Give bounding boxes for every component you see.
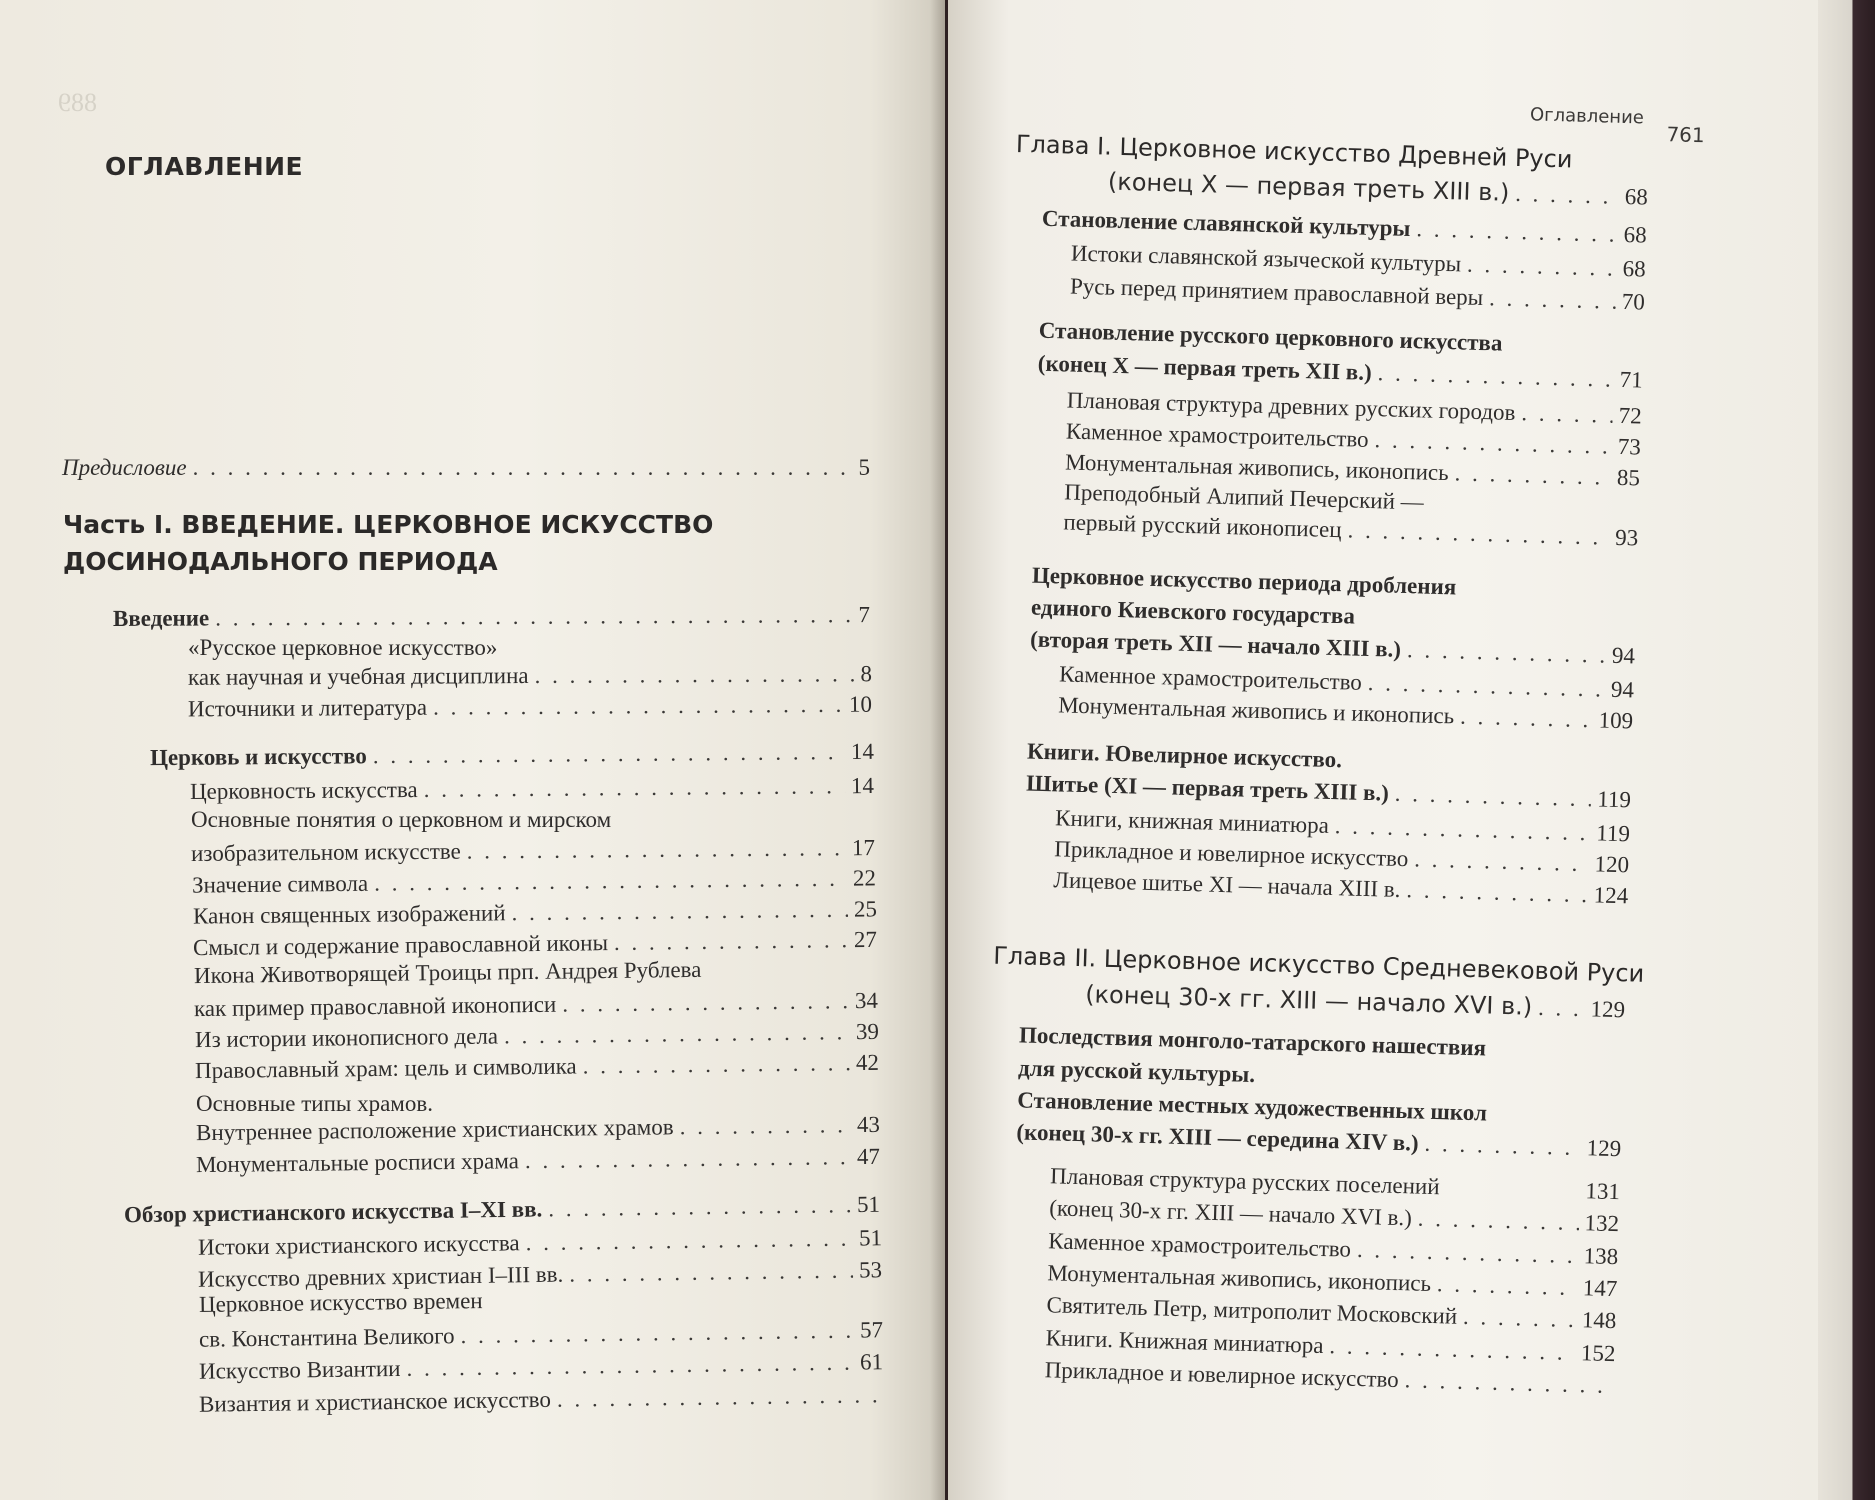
toc-item-title: как пример православной иконописи — [193, 991, 557, 1022]
right-page — [948, 0, 1818, 1500]
toc-item-page: 34 — [854, 987, 879, 1014]
toc-item-page: 17 — [851, 835, 876, 861]
section-title: (конец X — первая треть XII в.) — [1037, 350, 1373, 385]
toc-item[interactable] — [195, 1019, 879, 1053]
toc-item-page: 138 — [1583, 1243, 1619, 1270]
toc-item-title: Монументальная живопись и иконопись — [1058, 692, 1455, 729]
introduction-page: 7 — [858, 602, 871, 628]
section-title: (вторая треть XII — начало XIII в.) — [1029, 626, 1402, 662]
toc-item[interactable] — [199, 1349, 883, 1385]
toc-item-title: Святитель Петр, митрополит Московский — [1046, 1292, 1458, 1329]
toc-item-title: Книги. Книжная миниатюра — [1045, 1325, 1324, 1359]
section-line2: единого Киевского государства — [1030, 594, 1356, 629]
toc-item-title: Канон священных изображений — [192, 900, 506, 929]
introduction-entry[interactable] — [113, 602, 870, 632]
toc-item-title: Внутреннее расположение христианских храмов — [195, 1114, 674, 1146]
toc-item[interactable] — [199, 1382, 883, 1418]
overview-page: 51 — [856, 1191, 881, 1218]
toc-item-page: 94 — [1610, 676, 1635, 703]
section-line3: Становление местных художественных школ — [1016, 1087, 1488, 1126]
chapter2-page: 129 — [1590, 996, 1626, 1023]
toc-item-title: Каменное храмостроительство — [1058, 661, 1363, 695]
toc-item[interactable] — [193, 927, 877, 961]
toc-item[interactable] — [195, 1050, 879, 1084]
preface-page: 5 — [858, 455, 870, 480]
toc-item-page: 132 — [1584, 1210, 1620, 1237]
toc-item-title: Из истории иконописного дела — [194, 1023, 499, 1053]
toc-item-page: 27 — [853, 926, 878, 953]
introduction-title: Введение — [112, 605, 210, 631]
toc-item-page: 109 — [1598, 707, 1634, 734]
section-line1: Последствия монголо-татарского нашествия — [1018, 1022, 1487, 1061]
section-line1: Церковное искусство периода дробления — [1031, 562, 1457, 600]
part1-line1: Часть I. ВВЕДЕНИЕ. ЦЕРКОВНОЕ ИСКУССТВО — [63, 510, 714, 539]
toc-item-title: Истоки христианского искусства — [197, 1230, 520, 1260]
toc-item-page: 147 — [1582, 1275, 1618, 1302]
toc-item[interactable] — [196, 1144, 880, 1178]
preface-entry[interactable] — [62, 455, 870, 481]
church-art-entry[interactable] — [150, 739, 874, 771]
toc-item-title: Монументальная живопись, иконопись — [1064, 449, 1450, 486]
toc-item-page: 152 — [1580, 1340, 1616, 1367]
toc-item-page: 8 — [860, 661, 873, 687]
toc-item-page: 119 — [1595, 820, 1631, 847]
section-page: 129 — [1586, 1135, 1622, 1162]
toc-item[interactable] — [198, 1257, 882, 1293]
toc-item[interactable] — [191, 835, 875, 867]
toc-item-line1: Основные понятия о церковном и мирском — [191, 807, 612, 832]
toc-item-title: Каменное храмостроительство — [1065, 418, 1369, 452]
toc-item-page: 53 — [858, 1257, 883, 1283]
section-line2: для русской культуры. — [1017, 1055, 1256, 1087]
toc-item-title: Плановая структура русских поселений — [1049, 1163, 1440, 1200]
toc-item-title: Смысл и содержание православной иконы — [192, 930, 609, 961]
toc-item[interactable] — [193, 896, 877, 929]
toc-item-page: 10 — [848, 691, 873, 717]
toc-item-line1: Основные типы храмов. — [196, 1091, 433, 1116]
preface-title: Предисловие — [62, 455, 187, 480]
toc-item-page: 124 — [1593, 882, 1629, 909]
toc-item-page: 131 — [1585, 1178, 1621, 1205]
toc-item[interactable] — [188, 661, 872, 691]
chapter2-title: (конец 30-х гг. XIII — начало XVI в.) — [1084, 980, 1533, 1021]
toc-heading: ОГЛАВЛЕНИЕ — [105, 152, 304, 181]
chapter1-line1: Глава I. Церковное искусство Древней Руси — [1015, 129, 1573, 174]
toc-item[interactable] — [192, 865, 876, 898]
section-page: 71 — [1619, 366, 1644, 393]
toc-item-page: 22 — [852, 865, 877, 891]
toc-item-page: 39 — [855, 1018, 880, 1045]
toc-item-page: 43 — [856, 1111, 881, 1138]
ghost-folio: 889 — [58, 88, 97, 117]
toc-item-title: изобразительном искусстве — [190, 838, 461, 866]
toc-item-title: Искусство древних христиан I–III вв. — [197, 1261, 564, 1292]
toc-item-page: 148 — [1581, 1307, 1617, 1334]
part1-line2: ДОСИНОДАЛЬНОГО ПЕРИОДА — [63, 547, 498, 576]
section-entry[interactable] — [1038, 351, 1643, 394]
toc-item-page: 57 — [859, 1317, 884, 1343]
toc-item[interactable] — [199, 1317, 883, 1353]
toc-item-line1: Преподобный Алипий Печерский — — [1063, 479, 1425, 515]
section-line1: Книги. Ювелирное искусство. — [1026, 738, 1343, 773]
toc-item-title: Книги, книжная миниатюра — [1054, 805, 1330, 838]
toc-item-title: св. Константина Великого — [198, 1323, 455, 1352]
toc-item-title: Православный храм: цель и символика — [194, 1053, 577, 1084]
toc-item-title: Плановая структура древних русских городов — [1066, 387, 1516, 426]
toc-item-title: Источники и литература — [187, 694, 428, 722]
section-title: Шитье (XI — первая треть XIII в.) — [1025, 770, 1390, 806]
toc-item-title: Истоки славянской языческой культуры — [1070, 240, 1462, 277]
section-entry[interactable] — [1016, 1119, 1621, 1162]
toc-item-title: Искусство Византии — [198, 1355, 401, 1384]
running-head: Оглавление — [1529, 104, 1645, 129]
chapter2-line1: Глава II. Церковное искусство Средневековой Руси — [992, 941, 1645, 988]
chapter1-entry[interactable] — [1108, 168, 1649, 211]
overview-entry[interactable] — [124, 1192, 880, 1229]
toc-item[interactable] — [190, 773, 874, 805]
toc-item-page: 25 — [853, 896, 878, 922]
toc-item-line1: Икона Животворящей Троицы прп. Андрея Рублева — [193, 956, 702, 989]
toc-item-title: Византия и христианское искусство — [198, 1386, 552, 1417]
toc-item-line1: «Русское церковное искусство» — [188, 635, 498, 660]
toc-item-title: Церковность искусства — [189, 776, 418, 804]
toc-item-title: первый русский иконописец — [1063, 509, 1343, 543]
toc-item-title: Значение символа — [191, 870, 369, 898]
chapter2-entry[interactable] — [1085, 980, 1626, 1023]
section-page: 119 — [1596, 786, 1632, 813]
toc-item-page: 68 — [1622, 255, 1647, 282]
toc-item-title: как научная и учебная дисциплина — [187, 663, 529, 690]
section-title: (конец 30-х гг. XIII — середина XIV в.) — [1016, 1119, 1419, 1156]
page-edge — [1818, 0, 1875, 1500]
chapter1-title: (конец X — первая треть XIII в.) — [1107, 167, 1510, 207]
chapter1-page: 68 — [1624, 183, 1649, 210]
church-art-title: Церковь и искусство — [149, 743, 367, 771]
toc-item-page: 93 — [1614, 524, 1639, 551]
toc-item-line1: Церковное искусство времен — [198, 1288, 483, 1317]
toc-item-page: 61 — [859, 1349, 884, 1375]
toc-item[interactable] — [188, 692, 872, 723]
toc-item-title: (конец 30-х гг. XIII — начало XVI в.) — [1048, 1195, 1413, 1231]
toc-item[interactable] — [1063, 509, 1639, 551]
toc-item[interactable] — [194, 988, 878, 1022]
church-art-page: 14 — [850, 738, 875, 765]
toc-item-page: 47 — [856, 1143, 881, 1170]
toc-item-title: Монументальная живопись, иконопись — [1047, 1260, 1432, 1296]
folio: 761 — [1666, 122, 1706, 148]
toc-item-page: 120 — [1594, 851, 1630, 878]
toc-item-page: 51 — [858, 1225, 883, 1251]
toc-item-title: Каменное храмостроительство — [1048, 1228, 1352, 1262]
toc-item-title: Прикладное и ювелирное искусство — [1044, 1357, 1400, 1393]
toc-item-page: 73 — [1617, 433, 1642, 460]
toc-item[interactable] — [198, 1225, 882, 1261]
section-page: 94 — [1611, 642, 1636, 669]
toc-item-page: 42 — [855, 1049, 880, 1076]
overview-title: Обзор христианского искусства I–XI вв. — [123, 1196, 543, 1228]
section-title: Становление славянской культуры — [1041, 205, 1411, 241]
toc-item-title: Лицевое шитье XI — начала XIII в. — [1053, 867, 1401, 902]
section-page: 68 — [1623, 221, 1648, 248]
toc-item-title: Русь перед принятием православной веры — [1069, 273, 1484, 311]
section-line1: Становление русского церковного искусства — [1038, 317, 1503, 356]
toc-item-page: 14 — [850, 773, 875, 799]
toc-item-page: 72 — [1618, 402, 1643, 429]
toc-item-title: Прикладное и ювелирное искусство — [1053, 836, 1409, 872]
toc-item-title: Монументальные росписи храма — [195, 1148, 520, 1178]
toc-item-page: 70 — [1621, 288, 1646, 315]
toc-item-page: 85 — [1616, 464, 1641, 491]
